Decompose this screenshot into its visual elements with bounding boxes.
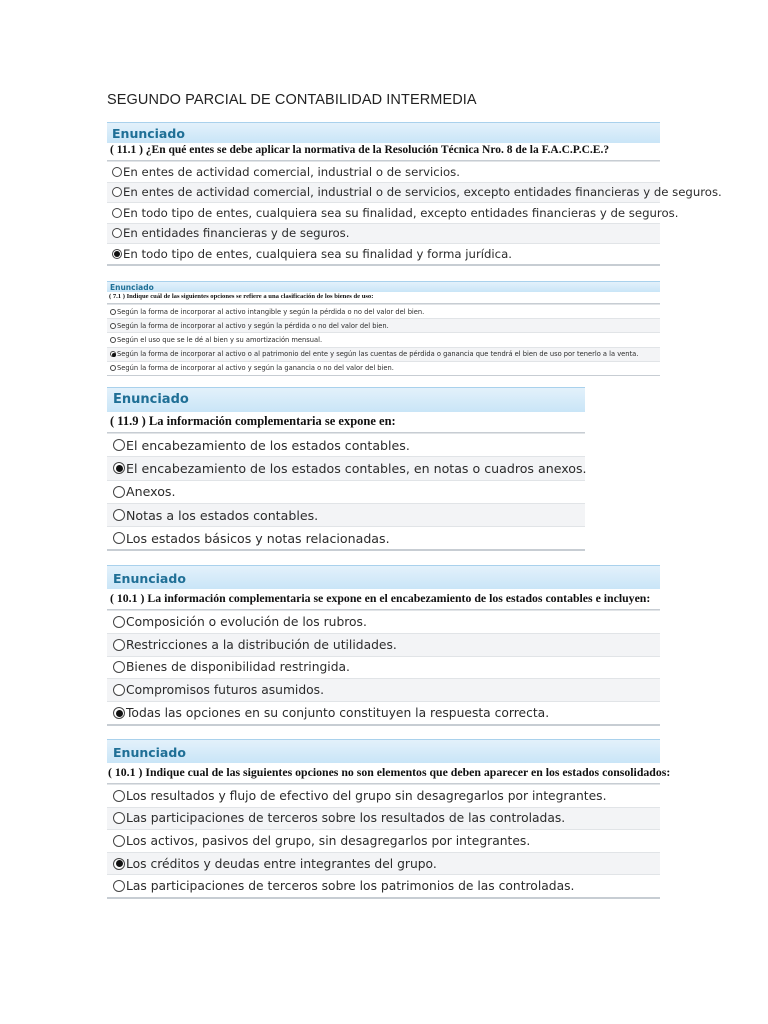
option-label: Según la forma de incorporar al activo y según la pérdida o no del valor del bien.: [117, 321, 389, 330]
option-label: Anexos.: [126, 484, 176, 500]
radio-selected-icon[interactable]: [112, 249, 122, 259]
radio-button-icon[interactable]: [113, 439, 125, 451]
answer-option[interactable]: [107, 807, 660, 830]
radio-button-icon[interactable]: [113, 790, 125, 802]
question-block: [107, 122, 722, 266]
option-label: Restricciones a la distribución de utilidades.: [126, 637, 397, 652]
answer-option[interactable]: [107, 318, 660, 332]
option-label: Los activos, pasivos del grupo, sin desagregarlos por integrantes.: [126, 833, 531, 848]
radio-button-icon[interactable]: [110, 337, 116, 343]
option-label: Los estados básicos y notas relacionadas.: [126, 530, 390, 546]
answer-option[interactable]: [107, 829, 660, 852]
header-label: Enunciado: [112, 126, 185, 141]
option-label: Composición o evolución de los rubros.: [126, 614, 367, 629]
radio-button-icon[interactable]: [113, 684, 125, 696]
option-label: El encabezamiento de los estados contables, en notas o cuadros anexos.: [126, 460, 587, 476]
option-label: Notas a los estados contables.: [126, 507, 319, 523]
question-header: [107, 565, 660, 589]
radio-button-icon[interactable]: [112, 208, 122, 218]
radio-button-icon[interactable]: [110, 365, 116, 371]
answer-option[interactable]: [107, 182, 722, 203]
answer-option[interactable]: [107, 202, 679, 223]
question-block: [107, 739, 671, 899]
radio-button-icon[interactable]: [113, 639, 125, 651]
radio-button-icon[interactable]: [113, 486, 125, 498]
option-label: Todas las opciones en su conjunto constituyen la respuesta correcta.: [126, 706, 550, 721]
radio-selected-icon[interactable]: [113, 858, 125, 870]
answer-option[interactable]: [107, 161, 660, 182]
answer-option[interactable]: [107, 332, 660, 346]
radio-button-icon[interactable]: [112, 187, 122, 197]
option-label: En entes de actividad comercial, industrial o de servicios, excepto entidades financieras y de seguros.: [123, 185, 722, 200]
answer-option[interactable]: [107, 456, 585, 479]
answer-option[interactable]: [107, 304, 660, 318]
option-label: Según la forma de incorporar al activo intangible y según la pérdida o no del valor del bien.: [117, 307, 425, 316]
answer-option[interactable]: [107, 852, 660, 875]
option-label: Las participaciones de terceros sobre los resultados de las controladas.: [126, 811, 566, 826]
radio-button-icon[interactable]: [113, 509, 125, 521]
answer-option[interactable]: [107, 480, 585, 503]
radio-button-icon[interactable]: [110, 309, 116, 315]
answer-option[interactable]: [107, 347, 660, 361]
answer-option[interactable]: [107, 701, 660, 724]
answer-option[interactable]: [107, 361, 660, 375]
header-label: Enunciado: [113, 745, 186, 760]
header-label: Enunciado: [113, 392, 189, 407]
option-label: En todo tipo de entes, cualquiera sea su finalidad, excepto entidades financieras y de seguros.: [123, 205, 679, 220]
radio-button-icon[interactable]: [110, 323, 116, 329]
question-text: ( 10.1 ) La información complementaria se expone en el encabezamiento de los estados contables e incluyen:: [107, 589, 660, 610]
answer-option[interactable]: [107, 633, 660, 656]
answer-option[interactable]: [107, 433, 585, 456]
radio-button-icon[interactable]: [112, 167, 122, 177]
answer-option[interactable]: [107, 243, 660, 264]
option-label: Los resultados y flujo de efectivo del grupo sin desagregarlos por integrantes.: [126, 788, 607, 803]
answer-option[interactable]: [107, 678, 660, 701]
answer-option[interactable]: [107, 610, 660, 633]
radio-button-icon[interactable]: [113, 532, 125, 544]
header-label: Enunciado: [113, 571, 186, 586]
question-header: [107, 281, 660, 292]
option-label: Compromisos futuros asumidos.: [126, 683, 324, 698]
option-label: En entidades financieras y de seguros.: [123, 226, 350, 241]
question-header: [107, 122, 660, 143]
option-label: Según el uso que se le dé al bien y su amortización mensual.: [117, 335, 323, 344]
answer-option[interactable]: [107, 656, 660, 679]
header-label: Enunciado: [110, 283, 154, 292]
question-block: [107, 281, 660, 376]
question-header: [107, 739, 660, 763]
question-text: ( 11.1 ) ¿En qué entes se debe aplicar la normativa de la Resolución Técnica Nro. 8 de la F.A.C.P.C.E.?: [107, 143, 660, 161]
question-header: [107, 387, 585, 412]
question-text: ( 10.1 ) Indique cual de las siguientes opciones no son elementos que deben aparecer en los estados consolidados:: [107, 763, 660, 784]
answer-option[interactable]: [107, 526, 585, 549]
answer-option[interactable]: [107, 784, 660, 807]
option-label: Según la forma de incorporar al activo o al patrimonio del ente y según las cuentas de pérdida o ganancia que tendrá el bien de uso por tenerlo a la venta.: [117, 350, 639, 359]
radio-button-icon[interactable]: [113, 616, 125, 628]
answer-option[interactable]: [107, 223, 660, 244]
radio-button-icon[interactable]: [113, 880, 125, 892]
option-label: Los créditos y deudas entre integrantes del grupo.: [126, 856, 437, 871]
answer-option[interactable]: [107, 874, 660, 897]
radio-button-icon[interactable]: [113, 835, 125, 847]
radio-selected-icon[interactable]: [113, 707, 125, 719]
radio-button-icon[interactable]: [113, 661, 125, 673]
option-label: Bienes de disponibilidad restringida.: [126, 660, 350, 675]
radio-button-icon[interactable]: [113, 812, 125, 824]
radio-selected-icon[interactable]: [113, 462, 125, 474]
radio-button-icon[interactable]: [112, 228, 122, 238]
question-block: [107, 565, 660, 726]
option-label: Según la forma de incorporar al activo y según la ganancia o no del valor del bien.: [117, 364, 394, 373]
answer-option[interactable]: [107, 503, 585, 526]
question-text: ( 11.9 ) La información complementaria se expone en:: [107, 412, 585, 433]
option-label: Las participaciones de terceros sobre los patrimonios de las controladas.: [126, 879, 575, 894]
option-label: El encabezamiento de los estados contables.: [126, 437, 410, 453]
option-label: En todo tipo de entes, cualquiera sea su finalidad y forma jurídica.: [123, 246, 512, 261]
option-label: En entes de actividad comercial, industrial o de servicios.: [123, 164, 460, 179]
document-title: SEGUNDO PARCIAL DE CONTABILIDAD INTERMEDIA: [107, 92, 477, 108]
radio-selected-icon[interactable]: [110, 351, 116, 357]
question-text: ( 7.1 ) Indique cuál de las siguientes opciones se refiere a una clasificación de los bienes de uso:: [107, 292, 660, 304]
question-block: [107, 387, 585, 551]
